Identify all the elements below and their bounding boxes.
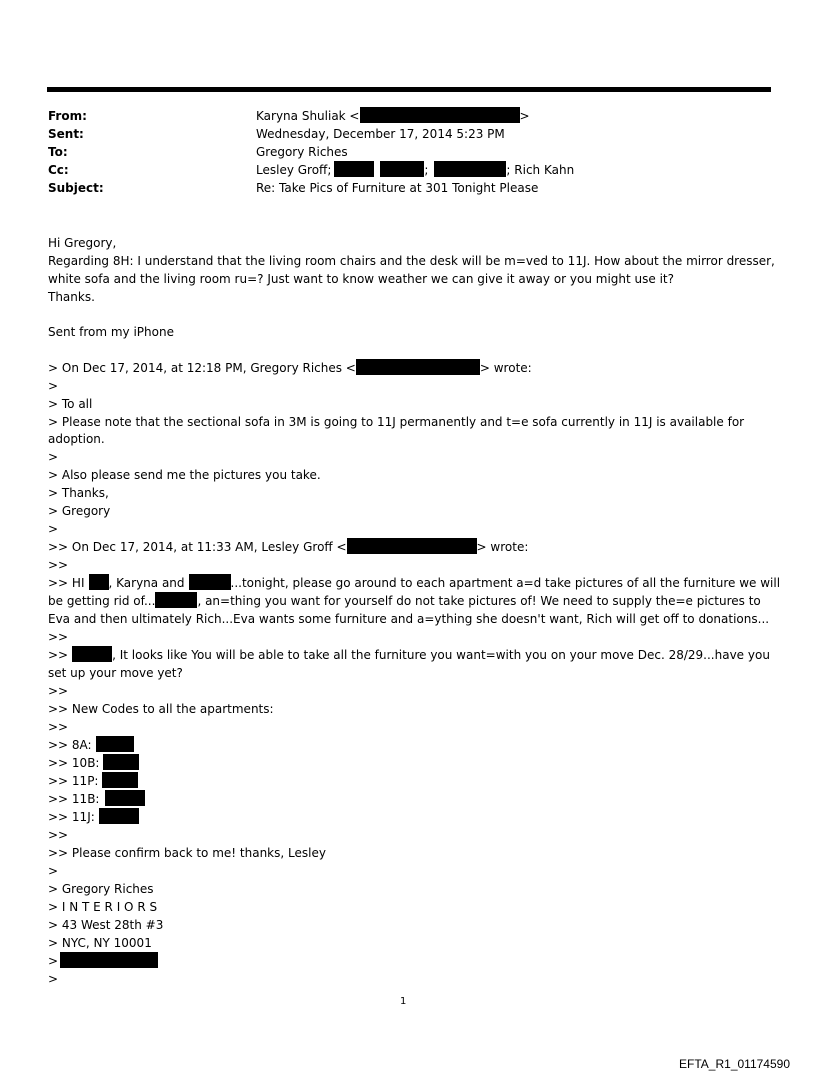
quote-text: , It looks like You will be able to take all the furniture you want=with you on your move Dec. 28/29...have you: [112, 648, 770, 662]
quote-header: [48, 359, 532, 377]
redaction-block: [360, 107, 520, 123]
quote-line: [48, 574, 780, 592]
sent-label: Sent:: [48, 127, 84, 141]
quote-line: adoption.: [48, 432, 105, 446]
quote-text: , Karyna and: [108, 576, 185, 590]
mobile-signature: Sent from my iPhone: [48, 325, 174, 339]
signature-city: > NYC, NY 10001: [48, 936, 152, 950]
quote-marker: >>: [48, 828, 69, 842]
quote-line: > To all: [48, 397, 93, 411]
redaction-block: [347, 538, 477, 554]
quote-text: >>: [48, 648, 69, 662]
redaction-block: [356, 359, 480, 375]
redaction-block: [99, 808, 139, 824]
quote-line: > Please note that the sectional sofa in 3M is going to 11J permanently and t=e sofa currently in 11J is available for: [48, 415, 745, 429]
body-line: Regarding 8H: I understand that the living room chairs and the desk will be m=ved to 11J. How about the mirror dresser,: [48, 254, 775, 268]
quote-text: , an=thing you want for yourself do not take pictures of! We need to supply the=e pictures to: [197, 594, 761, 608]
document-id: EFTA_R1_01174590: [679, 1057, 790, 1071]
nested-quote-header-end: > wrote:: [476, 540, 529, 554]
subject-value: Re: Take Pics of Furniture at 301 Tonight Please: [256, 181, 539, 195]
cc-start: Lesley Groff;: [256, 163, 332, 177]
quote-text: be getting rid of...: [48, 594, 156, 608]
from-name: Karyna Shuliak <: [256, 109, 360, 123]
signature-name: > Gregory Riches: [48, 882, 154, 896]
quote-line: set up your move yet?: [48, 666, 183, 680]
cc-label: Cc:: [48, 163, 69, 177]
redaction-block: [89, 574, 109, 590]
body-line: Thanks.: [48, 290, 95, 304]
redaction-block: [72, 646, 112, 662]
code-11j: [48, 808, 139, 826]
redaction-block: [334, 161, 374, 177]
codes-title: >> New Codes to all the apartments:: [48, 702, 274, 716]
redaction-block: [60, 952, 158, 968]
code-label: >> 11B:: [48, 792, 100, 806]
body-line: white sofa and the living room ru=? Just want to know weather we can give it away or you might use it?: [48, 272, 675, 286]
sent-value: Wednesday, December 17, 2014 5:23 PM: [256, 127, 505, 141]
nested-quote-header-text: >> On Dec 17, 2014, at 11:33 AM, Lesley Groff <: [48, 540, 347, 554]
nested-quote-header: [48, 538, 528, 556]
signature-company: > I N T E R I O R S: [48, 900, 158, 914]
redaction-block: [380, 161, 424, 177]
code-label: >> 11J:: [48, 810, 95, 824]
quote-line: > Gregory: [48, 504, 111, 518]
code-10b: [48, 754, 139, 772]
greeting: Hi Gregory,: [48, 236, 117, 250]
code-label: >> 11P:: [48, 774, 99, 788]
quote-header-end: > wrote:: [479, 361, 532, 375]
quote-line: >> Please confirm back to me! thanks, Lesley: [48, 846, 326, 860]
quote-marker: >>: [48, 558, 69, 572]
cc-sep: ;: [424, 163, 429, 177]
redaction-block: [434, 161, 506, 177]
from-value: [256, 107, 530, 125]
quote-line: Eva and then ultimately Rich...Eva wants some furniture and a=ything she doesn't want, Rich will get off to donations...: [48, 612, 770, 626]
redaction-block: [155, 592, 197, 608]
quote-line: > Thanks,: [48, 486, 109, 500]
code-label: >> 10B:: [48, 756, 100, 770]
quote-marker: >>: [48, 720, 69, 734]
signature-address: > 43 West 28th #3: [48, 918, 164, 932]
quote-line: [48, 592, 761, 610]
subject-label: Subject:: [48, 181, 104, 195]
quote-marker: >: [48, 954, 59, 968]
code-8a: [48, 736, 134, 754]
from-label: From:: [48, 109, 87, 123]
redaction-block: [105, 790, 145, 806]
quote-marker: >: [48, 379, 59, 393]
cc-value: [256, 161, 574, 179]
quote-line: [48, 646, 770, 664]
quote-marker: >: [48, 972, 59, 986]
redaction-block: [189, 574, 231, 590]
quote-text: >> HI: [48, 576, 85, 590]
code-11b: [48, 790, 145, 808]
quote-marker: >>: [48, 630, 69, 644]
quote-text: ...tonight, please go around to each apartment a=d take pictures of all the furniture we will: [230, 576, 781, 590]
to-label: To:: [48, 145, 68, 159]
redaction-block: [102, 772, 138, 788]
signature-phone: [48, 952, 158, 970]
cc-end: ; Rich Kahn: [506, 163, 575, 177]
to-value: Gregory Riches: [256, 145, 348, 159]
redaction-block: [103, 754, 139, 770]
redaction-block: [96, 736, 134, 752]
code-label: >> 8A:: [48, 738, 92, 752]
quote-marker: >: [48, 864, 59, 878]
quote-line: > Also please send me the pictures you take.: [48, 468, 321, 482]
quote-marker: >: [48, 522, 59, 536]
quote-header-text: > On Dec 17, 2014, at 12:18 PM, Gregory Riches <: [48, 361, 356, 375]
page-number: 1: [400, 996, 407, 1007]
from-end: >: [519, 109, 530, 123]
header-rule: [47, 87, 771, 92]
quote-marker: >>: [48, 684, 69, 698]
code-11p: [48, 772, 138, 790]
quote-marker: >: [48, 450, 59, 464]
